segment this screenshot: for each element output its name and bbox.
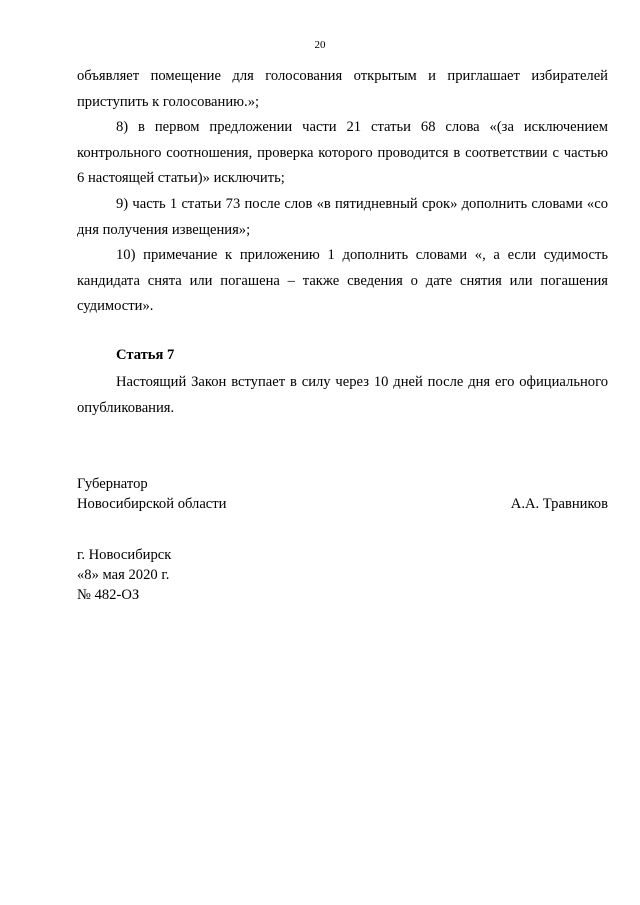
signature-block [77, 474, 608, 514]
page-number: 20 [314, 39, 326, 51]
signatory-name: А.А. Травников [510, 496, 608, 512]
paragraph-item-9: 9) часть 1 статьи 73 после слов «в пятидневный срок» дополнить словами «со дня получения извещения»; [77, 195, 608, 238]
issuance-details [77, 545, 171, 605]
law-number: № 482-ОЗ [77, 587, 140, 603]
paragraph-item-8: 8) в первом предложении части 21 статьи 68 слова «(за исключением контрольного соотношения, проверка которого проводится в соответствии с частью 6 настоящей статьи)» исключить; [77, 119, 608, 187]
issuance-city: г. Новосибирск [77, 547, 172, 563]
signatory-region: Новосибирской области [77, 496, 227, 512]
article-heading: Статья 7 [116, 347, 175, 363]
paragraph-continuation: объявляет помещение для голосования открытым и приглашает избирателей приступить к голосованию.»; [77, 68, 608, 110]
article-body [77, 370, 608, 421]
article-paragraph: Настоящий Закон вступает в силу через 10 дней после дня его официального опубликования. [77, 374, 608, 416]
signature-row [77, 494, 608, 514]
issuance-date: «8» мая 2020 г. [77, 567, 170, 583]
paragraph-item-10: 10) примечание к приложению 1 дополнить словами «, а если судимость кандидата снята или погашена – также сведения о дате снятия или погашения судимости». [77, 247, 608, 315]
law-amendments-text [77, 64, 608, 320]
signatory-title: Губернатор [77, 476, 148, 492]
